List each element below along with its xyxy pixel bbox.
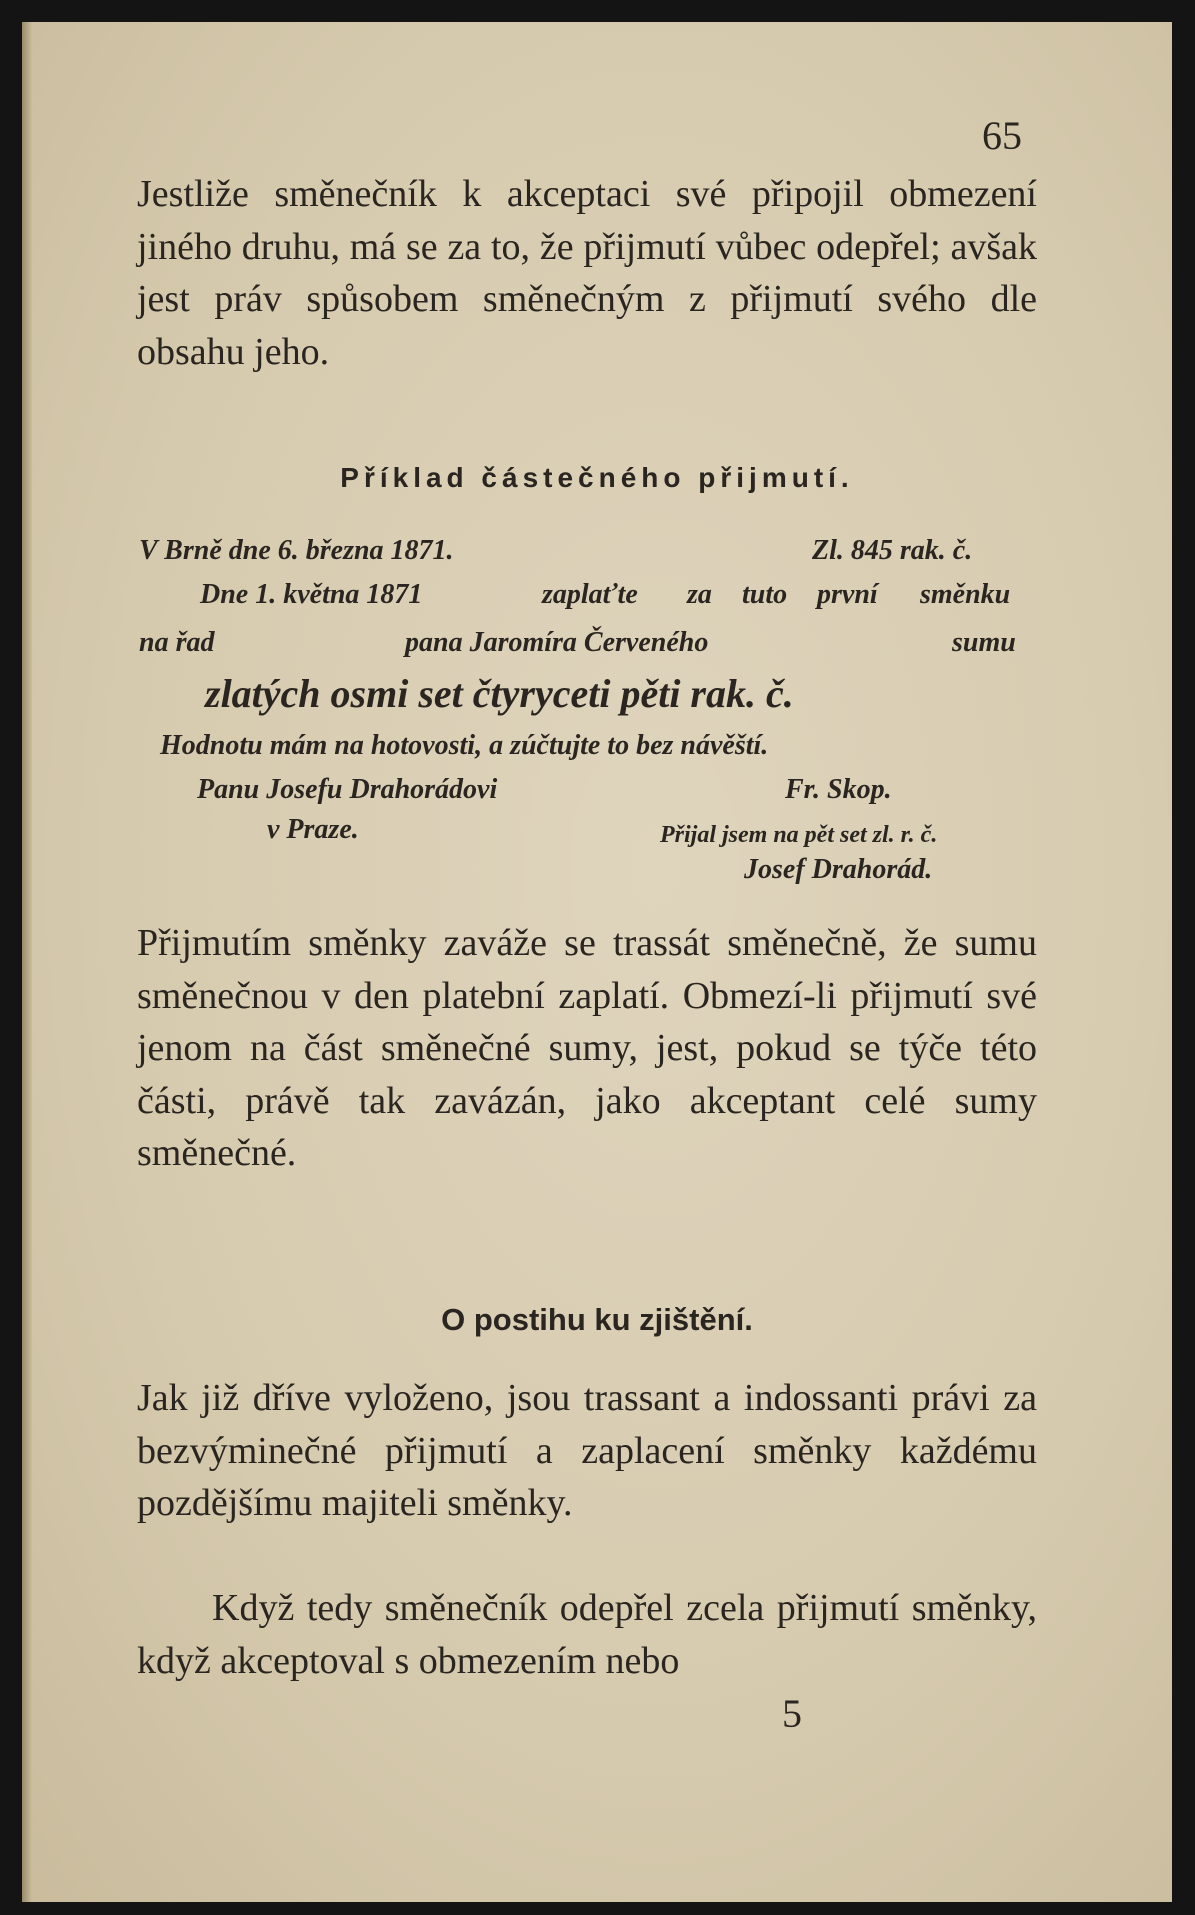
paragraph-recourse: Jak již dříve vyloženo, jsou trassant a indossanti právi za bezvýminečné přijmutí a zaplacení směnky každému pozdějšímu majiteli směnky. [137,1377,1037,1524]
example-order-of: na řad [139,627,215,658]
example-due-date: Dne 1. května 1871 [200,579,423,610]
example-drawee-place: v Praze. [267,814,359,845]
example-drawee-name: Panu Josefu Drahorádovi [197,774,498,805]
example-word: zaplaťte [542,579,638,610]
example-word: první [817,579,878,610]
page-binding-edge [22,22,32,1902]
example-acceptor-signature: Josef Drahorád. [744,854,933,885]
example-acceptance-note: Přijal jsem na pět set zl. r. č. [660,822,938,848]
paragraph-acceptance-restriction: Jestliže směnečník k akceptaci své připojil obmezení jiného druhu, má se za to, že přijmutí vůbec odepřel; avšak jest práv spůsobem směnečným z přijmutí svého dle obsahu jeho. [137,173,1037,373]
example-amount-figure: Zl. 845 rak. č. [812,535,973,566]
example-word: směnku [920,579,1011,610]
example-amount-words: zlatých osmi set čtyryceti pěti rak. č. [205,671,794,716]
example-payee: pana Jaromíra Červeného [405,627,709,658]
paragraph-refusal: Když tedy směnečník odepřel zcela přijmutí směnky, když akceptoval s obmezením nebo [137,1587,1037,1682]
example-place-date: V Brně dne 6. března 1871. [139,535,454,566]
example-value-clause: Hodnotu mám na hotovosti, a zúčtujte to bez návěští. [160,730,769,761]
example-drawer-signature: Fr. Skop. [785,774,892,805]
example-sum-label: sumu [952,627,1016,658]
example-word: za [687,579,712,610]
signature-mark: 5 [782,1691,802,1736]
paragraph-acceptance-obligation: Přijmutím směnky zaváže se trassát směnečně, že sumu směnečnou v den platební zaplatí. Obmezí-li přijmutí své jenom na část směnečné sumy, jest, pokud se týče této části, právě tak zavázán, jako akceptant celé sumy směnečné. [137,922,1037,1174]
page-number: 65 [982,113,1022,158]
example-title: Příklad částečného přijmutí. [340,462,854,493]
section-heading: O postihu ku zjištění. [441,1302,753,1337]
book-page [22,22,1172,1902]
example-word: tuto [742,579,788,610]
